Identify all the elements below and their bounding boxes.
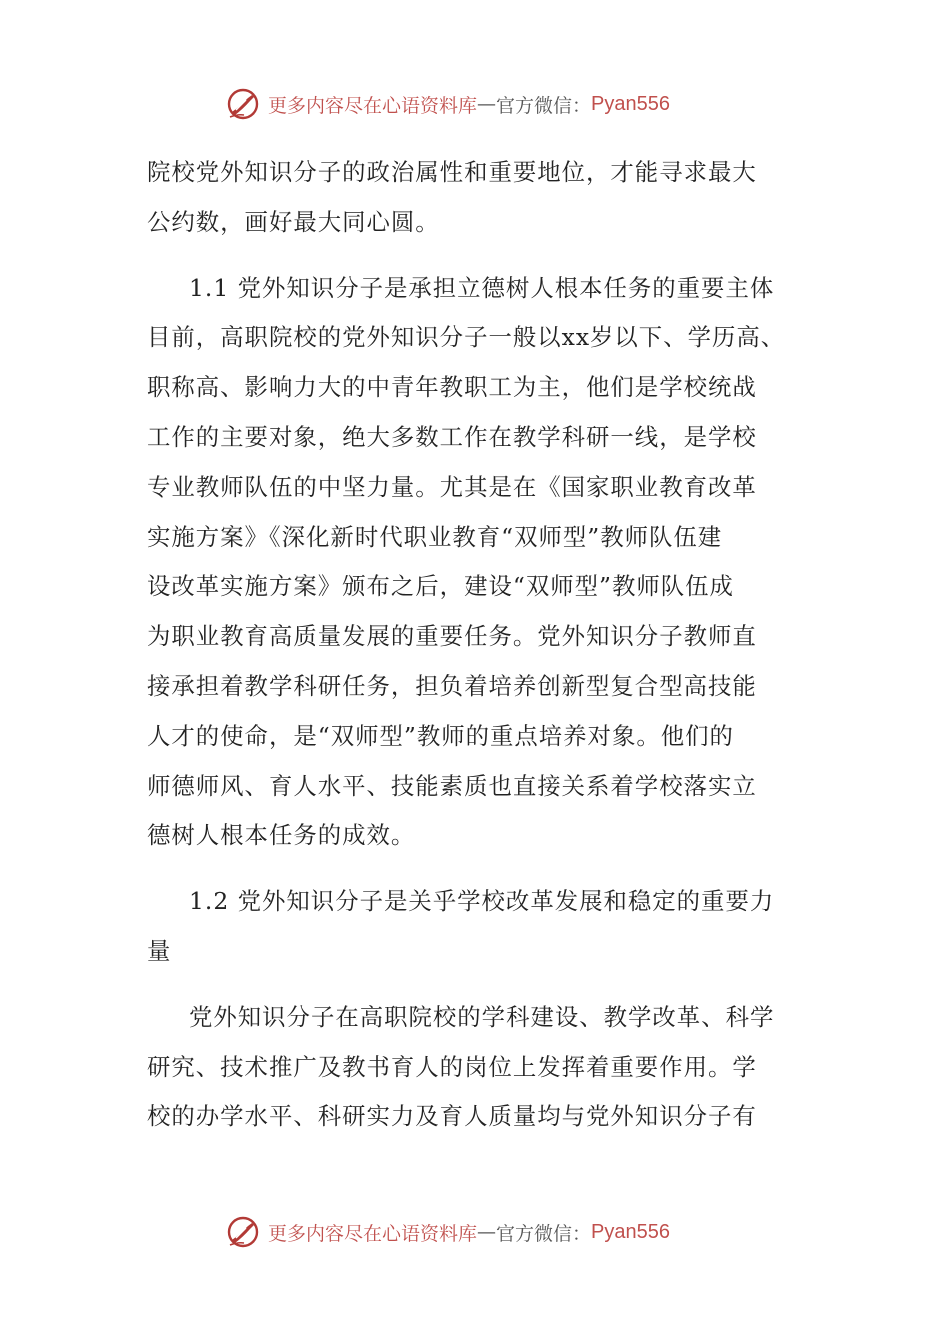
paragraph-1 [147,148,837,248]
section-heading-1-2: 1.2 党外知识分子是关乎学校改革发展和稳定的重要力 [189,887,775,916]
text-line: 为职业教育高质量发展的重要任务。党外知识分子教师直 [147,622,757,651]
paragraph-2 [147,264,837,862]
banner-wechat-label: 官方微信： [496,94,592,117]
text-line: 师德师风、育人水平、技能素质也直接关系着学校落实立 [147,771,757,800]
section-heading-1-1: 1.1 党外知识分子是承担立德树人根本任务的重要主体 [189,273,775,302]
text-line: 院校党外知识分子的政治属性和重要地位，才能寻求最大 [147,158,757,186]
text-line: 接承担着教学科研任务，担负着培养创新型复合型高技能 [147,671,757,700]
banner-separator: — [477,1221,497,1243]
text-line: 公约数，画好最大同心圆。 [147,207,440,236]
text-line: 实施方案》《深化新时代职业教育“双师型”教师队伍建 [147,522,723,551]
document-body [147,148,837,1142]
text-line: 研究、技术推广及教书育人的岗位上发挥着重要作用。学 [147,1052,757,1081]
banner-site-text: 更多内容尽在心语资料库 [268,94,478,117]
text-line: 工作的主要对象，绝大多数工作在教学科研一线，是学校 [147,422,757,451]
banner-wechat-label: 官方微信： [496,1222,592,1245]
text-line: 德树人根本任务的成效。 [147,821,416,850]
banner-site-text: 更多内容尽在心语资料库 [268,1222,478,1245]
paragraph-4 [147,993,837,1142]
text-line: 职称高、影响力大的中青年教职工为主，他们是学校统战 [147,373,757,402]
footer-banner [226,1212,746,1252]
paragraph-3 [147,877,837,977]
text-line: 人才的使命，是“双师型”教师的重点培养对象。他们的 [147,721,734,750]
text-line: 设改革实施方案》颁布之后，建设“双师型”教师队伍成 [147,572,734,601]
text-line: 目前，高职院校的党外知识分子一般以xx岁以下、学历高、 [147,323,786,352]
text-line: 党外知识分子在高职院校的学科建设、教学改革、科学 [189,1002,775,1031]
header-banner [226,84,746,124]
text-line: 量 [147,936,172,965]
banner-separator: — [477,93,497,115]
banner-wechat-id: Pyan556 [591,92,670,115]
pen-logo-icon [226,1214,262,1250]
banner-wechat-id: Pyan556 [591,1220,670,1243]
text-line: 校的办学水平、科研实力及育人质量均与党外知识分子有 [147,1102,757,1131]
text-line: 专业教师队伍的中坚力量。尤其是在《国家职业教育改革 [147,472,757,501]
pen-logo-icon [226,86,262,122]
